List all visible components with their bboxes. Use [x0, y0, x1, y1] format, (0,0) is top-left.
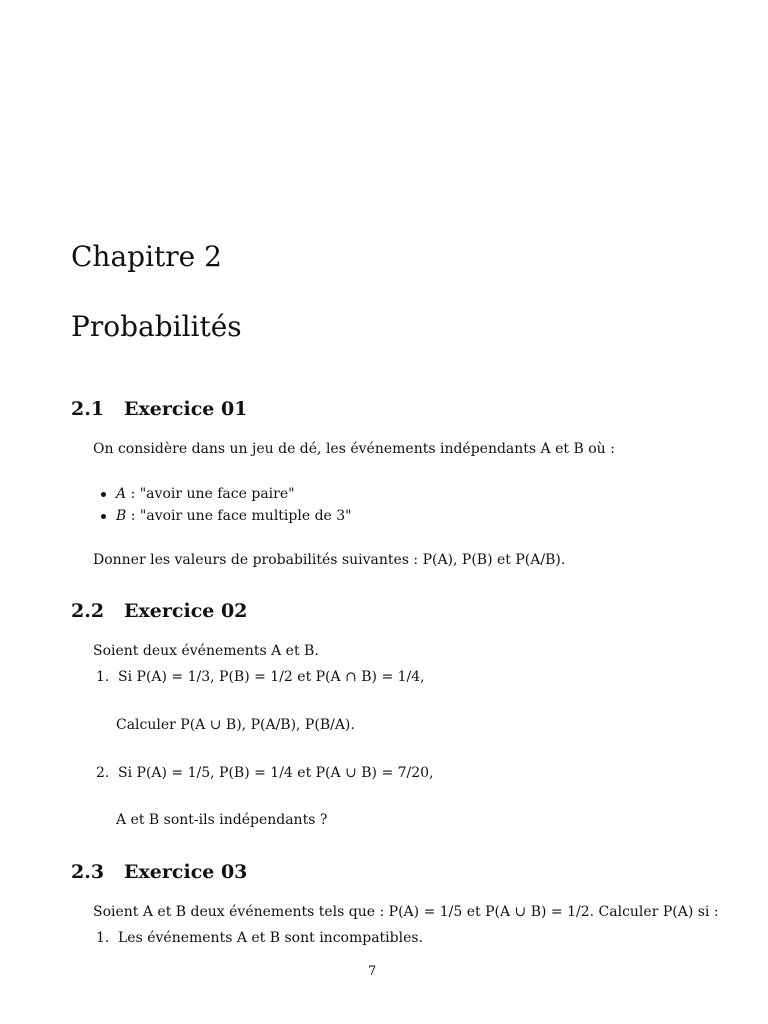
event-variable: A	[116, 486, 127, 502]
item-text: Les événements A et B sont incompatibles.	[118, 930, 424, 946]
list-item	[101, 485, 295, 503]
item-condition: Si P(A) = 1/3, P(B) = 1/2 et P(A ∩ B) = 1/4,	[118, 669, 425, 685]
item-number: 1.	[96, 930, 110, 946]
bullet	[101, 492, 106, 497]
section-heading	[71, 600, 247, 622]
list-item-text: : "avoir une face multiple de 3"	[126, 508, 352, 524]
paragraph: Soient deux événements A et B.	[93, 643, 319, 659]
item-number: 2.	[96, 765, 110, 781]
chapter-label: Chapitre 2	[71, 240, 222, 273]
paragraph: Calculer P(A ∪ B), P(A/B), P(B/A).	[116, 717, 355, 733]
page-number: 7	[368, 964, 377, 979]
item-number: 1.	[96, 669, 110, 685]
paragraph: On considère dans un jeu de dé, les événements indépendants A et B où :	[93, 441, 615, 457]
section-heading	[71, 861, 247, 883]
section-number: 2.2	[71, 600, 105, 622]
section-heading	[71, 398, 247, 420]
section-title: Exercice 02	[124, 600, 248, 622]
event-variable: B	[116, 508, 127, 524]
section-title: Exercice 03	[124, 861, 248, 883]
section-title: Exercice 01	[124, 398, 248, 420]
list-item	[96, 929, 423, 947]
list-item	[96, 668, 425, 686]
list-item	[101, 507, 352, 525]
chapter-title: Probabilités	[71, 310, 242, 343]
paragraph: Donner les valeurs de probabilités suivantes : P(A), P(B) et P(A/B).	[93, 552, 566, 568]
section-number: 2.1	[71, 398, 105, 420]
list-item	[96, 764, 434, 782]
bullet	[101, 514, 106, 519]
section-number: 2.3	[71, 861, 105, 883]
item-condition: Si P(A) = 1/5, P(B) = 1/4 et P(A ∪ B) = 7/20,	[118, 765, 434, 781]
list-item-text: : "avoir une face paire"	[126, 486, 295, 502]
paragraph: Soient A et B deux événements tels que : P(A) = 1/5 et P(A ∪ B) = 1/2. Calculer P(A) si :	[93, 904, 719, 920]
paragraph: A et B sont-ils indépendants ?	[116, 812, 328, 828]
